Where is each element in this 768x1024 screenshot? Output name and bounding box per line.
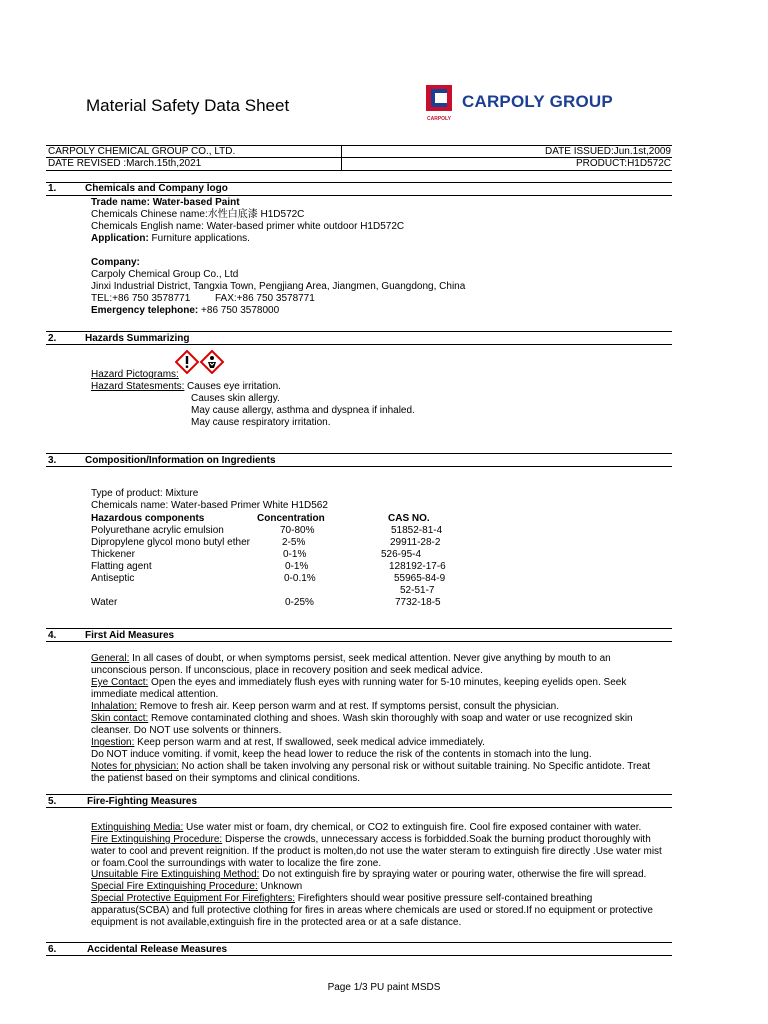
- hazard-statements-label: Hazard Statesments:: [91, 381, 185, 392]
- section-5-rule-top: [46, 794, 672, 795]
- table-cell-component: Flatting agent: [91, 561, 152, 572]
- fire-extinguishing-media: [91, 822, 661, 834]
- section-2-number: 2.: [48, 333, 57, 344]
- table-cell-cas: 7732-18-5: [395, 597, 441, 608]
- first-aid-notes-physician: [91, 761, 661, 785]
- table-cell-component: Water: [91, 597, 118, 608]
- company-tel: TEL:+86 750 3578771: [91, 293, 191, 304]
- first-aid-label: Inhalation:: [91, 701, 138, 712]
- table-cell-concentration: 0-1%: [283, 549, 307, 560]
- table-cell-cas: 51852-81-4: [391, 525, 443, 536]
- document-title: Material Safety Data Sheet: [86, 96, 290, 115]
- emergency-value: +86 750 3578000: [198, 305, 280, 316]
- company-address: Jinxi Industrial District, Tangxia Town, Pengjiang Area, Jiangmen, Guangdong, China: [91, 281, 466, 292]
- fire-text: Disperse the crowds, unnecessary access is forbidded.Soak the burning product thoroughly with water to cool and prevent reignition. If the product is molten,do not use the water steram to extinguish fire directly .Use water mist or foam.Cool the surroundings with water to localize the fire zone.: [91, 834, 662, 869]
- fire-label: Extinguishing Media:: [91, 822, 184, 833]
- col-header-components: Hazardous components: [91, 513, 205, 524]
- col-header-concentration: Concentration: [257, 513, 325, 524]
- application-value: Furniture applications.: [148, 233, 250, 244]
- table-cell-cas: 55965-84-9: [394, 573, 446, 584]
- header-product: PRODUCT:H1D572C: [575, 158, 671, 169]
- fire-text: Unknown: [257, 881, 303, 892]
- english-name: Chemicals English name: Water-based primer white outdoor H1D572C: [91, 221, 405, 232]
- header-date-revised: DATE REVISED :March.15th,2021: [48, 158, 202, 169]
- first-aid-no-vomiting: [91, 749, 661, 761]
- first-aid-label: Eye Contact:: [91, 677, 149, 688]
- fire-text: Use water mist or foam, dry chemical, or CO2 to extinguish fire. Cool fire exposed container with water.: [183, 822, 642, 833]
- section-6-number: 6.: [48, 944, 57, 955]
- fire-text: Do not extinguish fire by spraying water or pouring water, otherwise the fire will spread.: [259, 869, 647, 880]
- application: [91, 233, 250, 245]
- exclamation-mark-icon: [175, 350, 199, 374]
- table-cell-cas: 128192-17-6: [389, 561, 446, 572]
- header-date-issued: DATE ISSUED:Jun.1st,2009: [545, 146, 671, 157]
- first-aid-general: [91, 653, 661, 677]
- health-hazard-icon: [200, 350, 224, 374]
- fire-label: Special Fire Extinguishing Procedure:: [91, 881, 258, 892]
- section-1-title: Chemicals and Company logo: [85, 183, 228, 194]
- first-aid-label: Skin contact:: [91, 713, 149, 724]
- table-cell-concentration: 0-1%: [285, 561, 309, 572]
- first-aid-text: Remove to fresh air. Keep person warm and at rest. If symptoms persist, consult the physician.: [137, 701, 560, 712]
- hazard-statement: Causes skin allergy.: [191, 393, 280, 404]
- first-aid-label: Notes for physician:: [91, 761, 179, 772]
- company-name: Carpoly Chemical Group Co., Ltd: [91, 269, 239, 280]
- table-cell-component: Thickener: [91, 549, 135, 560]
- carpoly-logo-icon: [425, 84, 455, 116]
- table-cell-concentration: 2-5%: [282, 537, 306, 548]
- fire-protective-equipment: [91, 893, 671, 929]
- fire-unsuitable-method: [91, 869, 661, 881]
- table-cell-concentration: 0-0.1%: [284, 573, 316, 584]
- company-fax: FAX:+86 750 3578771: [215, 293, 315, 304]
- section-4-rule-top: [46, 628, 672, 629]
- section-1-rule-bottom: [46, 195, 672, 196]
- logo-subtext: CARPOLY: [427, 116, 451, 122]
- table-cell-component: Dipropylene glycol mono butyl ether: [91, 537, 250, 548]
- application-label: Application:: [91, 233, 149, 244]
- first-aid-text: In all cases of doubt, or when symptoms persist, seek medical attention. Never give anything by mouth to an unconscious person. If unconscious, place in recovery position and seek medical advice.: [91, 653, 611, 676]
- section-4-number: 4.: [48, 630, 57, 641]
- first-aid-text: Keep person warm and at rest, If swallowed, seek medical advice immediately.: [134, 737, 485, 748]
- first-aid-eye-contact: [91, 677, 661, 701]
- col-header-cas: CAS NO.: [388, 513, 430, 524]
- chinese-name: Chemicals Chinese name:水性白底漆 H1D572C: [91, 209, 305, 220]
- hazard-statement: May cause allergy, asthma and dyspnea if inhaled.: [191, 405, 415, 416]
- header-rule-bottom: [46, 170, 672, 171]
- first-aid-label: Ingestion:: [91, 737, 135, 748]
- table-cell-cas: 526-95-4: [381, 549, 422, 560]
- table-cell-cas: 52-51-7: [400, 585, 435, 596]
- fire-special-procedure: [91, 881, 661, 893]
- first-aid-text: Do NOT induce vomiting. if vomit, keep the head lower to reduce the risk of the contents in stomach into the lung.: [91, 749, 592, 760]
- table-cell-component: Polyurethane acrylic emulsion: [91, 525, 224, 536]
- fire-extinguishing-procedure: [91, 834, 671, 870]
- type-of-product: Type of product: Mixture: [91, 488, 199, 499]
- table-cell-component: Antiseptic: [91, 573, 135, 584]
- trade-name: Trade name: Water-based Paint: [91, 197, 240, 208]
- table-cell-concentration: 70-80%: [280, 525, 315, 536]
- first-aid-inhalation: [91, 701, 661, 713]
- fire-text: Firefighters should wear positive pressure self-contained breathing apparatus(SCBA) and full protective clothing for fires in areas where chemicals are used or stored.If no equipment or protective equipment is not available,extinguish fire in the protected area or at a safe distance.: [91, 893, 653, 928]
- first-aid-text: Open the eyes and immediately flush eyes with running water for 5-10 minutes, keeping eyelids open. Seek immediate medical attention.: [91, 677, 627, 700]
- fire-label: Fire Extinguishing Procedure:: [91, 834, 223, 845]
- section-3-rule-top: [46, 453, 672, 454]
- hazard-statement: Causes eye irritation.: [187, 381, 281, 392]
- first-aid-ingestion: [91, 737, 661, 749]
- table-cell-cas: 29911-28-2: [390, 537, 441, 548]
- section-5-number: 5.: [48, 796, 57, 807]
- logo-text: CARPOLY GROUP: [462, 92, 613, 111]
- emergency-label: Emergency telephone:: [91, 305, 199, 316]
- section-3-number: 3.: [48, 455, 57, 466]
- page-footer: Page 1/3 PU paint MSDS: [327, 982, 441, 993]
- section-6-rule-top: [46, 942, 672, 943]
- first-aid-skin-contact: [91, 713, 661, 737]
- table-cell-concentration: 0-25%: [285, 597, 314, 608]
- section-3-title: Composition/Information on Ingredients: [85, 455, 276, 466]
- section-5-title: Fire-Fighting Measures: [87, 796, 198, 807]
- section-4-title: First Aid Measures: [85, 630, 175, 641]
- company-label: Company:: [91, 257, 140, 268]
- first-aid-text: Remove contaminated clothing and shoes. Wash skin thoroughly with soap and water or use recognized skin cleanser. Do NOT use solvents or thinners.: [91, 713, 633, 736]
- fire-label: Unsuitable Fire Extinguishing Method:: [91, 869, 260, 880]
- section-1-number: 1.: [48, 183, 57, 194]
- section-6-title: Accidental Release Measures: [87, 944, 228, 955]
- section-2-title: Hazards Summarizing: [85, 333, 190, 344]
- header-company: CARPOLY CHEMICAL GROUP CO., LTD.: [48, 146, 236, 157]
- emergency-telephone: [91, 305, 279, 317]
- header-divider: [341, 146, 342, 170]
- first-aid-label: General:: [91, 653, 130, 664]
- chemicals-name: Chemicals name: Water-based Primer White H1D562: [91, 500, 328, 511]
- fire-label: Special Protective Equipment For Firefighters:: [91, 893, 295, 904]
- first-aid-text: No action shall be taken involving any personal risk or without suitable training. No Specific antidote. Treat the patienst based on their symptoms and clinical conditions.: [91, 761, 651, 784]
- hazard-statement: May cause respiratory irritation.: [191, 417, 331, 428]
- hazard-pictograms-label: Hazard Pictograms:: [91, 369, 179, 380]
- section-2-rule-top: [46, 331, 672, 332]
